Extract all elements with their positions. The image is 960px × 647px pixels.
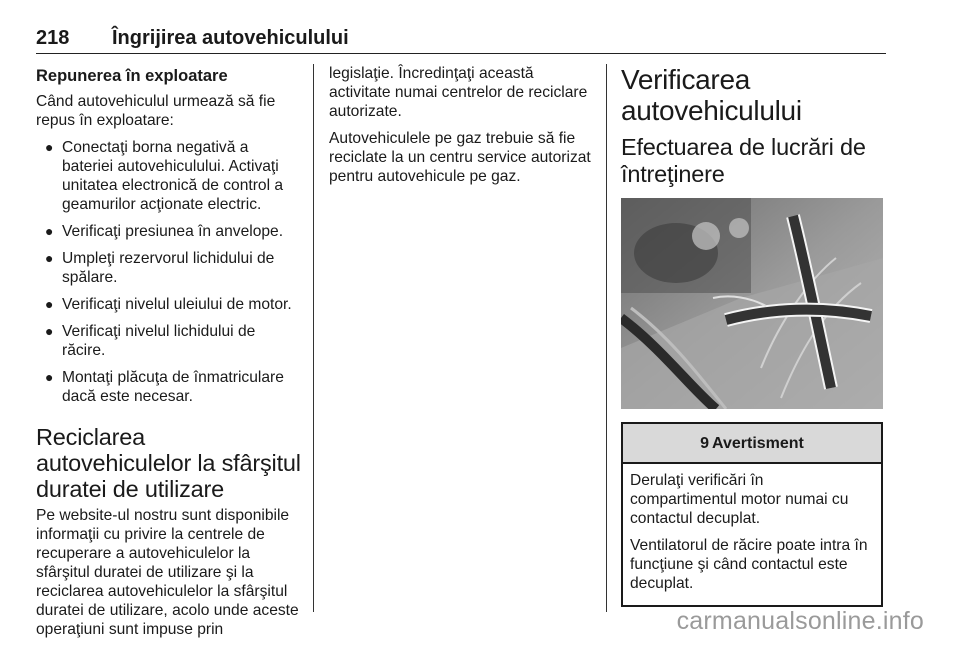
bullet-icon: ● — [45, 323, 54, 339]
list-item: ● Conectaţi borna negativă a bateriei autovehiculului. Activaţi unitatea electronică de control a geamurilor acţionate electric. — [45, 139, 284, 213]
section-title-reciclarea: Reciclarea autovehiculelor la sfârşitul duratei de utilizare — [36, 424, 301, 502]
list-item: ● Umpleţi rezervorul lichidului de spălare. — [45, 250, 275, 286]
bullet-list — [36, 138, 302, 406]
warning-paragraph-2: Ventilatorul de răcire poate intra în funcţiune şi când contactul este decuplat. — [630, 537, 868, 592]
section-title-repunerea: Repunerea în exploatare — [36, 67, 228, 85]
section-title-intretinere: Efectuarea de lucrări de întreţinere — [621, 134, 866, 187]
paragraph-gaz: Autovehiculele pe gaz trebuie să fie reciclate la un centru service autorizat pentru autovehicule pe gaz. — [329, 130, 591, 185]
warning-title: Avertisment — [712, 434, 804, 452]
column-divider — [313, 64, 314, 612]
column-divider — [606, 64, 607, 612]
warning-paragraph-1: Derulaţi verificări în compartimentul motor numai cu contactul decuplat. — [630, 472, 849, 527]
bullet-icon: ● — [45, 139, 54, 155]
list-item: ● Montaţi plăcuţa de înmatriculare dacă este necesar. — [45, 369, 284, 405]
bullet-icon: ● — [45, 296, 54, 312]
paragraph-legislatie: legislaţie. Încredinţaţi această activitate numai centrelor de reciclare autorizate. — [329, 65, 588, 120]
section-intro: Când autovehiculul urmează să fie repus în exploatare: — [36, 93, 276, 129]
warning-triangle-icon: 9 — [700, 434, 709, 452]
list-item: ● Verificaţi nivelul lichidului de răcire. — [45, 323, 256, 359]
list-item: ● Verificaţi presiunea în anvelope. — [45, 223, 284, 240]
section-body-reciclarea: Pe website-ul nostru sunt disponibile informaţii cu privire la centrele de recuperare a autovehiculelor la sfârşitul duratei de utilizare şi la reciclarea autovehiculelor la sfârşitul duratei de utilizare, acolo unde aceste operaţiuni sunt impuse prin — [36, 507, 299, 638]
chapter-title: Verificarea autovehiculului — [621, 64, 802, 126]
chapter-header-title: Îngrijirea autovehiculului — [112, 27, 349, 49]
bullet-icon: ● — [45, 250, 54, 266]
column-right — [621, 64, 885, 607]
engine-fan-crossed-image — [621, 198, 883, 409]
column-left — [36, 64, 302, 647]
column-middle — [329, 64, 597, 194]
warning-box — [621, 422, 883, 607]
watermark: carmanualsonline.info — [676, 607, 924, 635]
warning-body — [623, 464, 881, 605]
warning-header — [623, 424, 881, 464]
page-header — [36, 27, 886, 54]
page-number: 218 — [36, 27, 70, 49]
bullet-icon: ● — [45, 369, 54, 385]
bullet-icon: ● — [45, 223, 54, 239]
list-item: ● Verificaţi nivelul uleiului de motor. — [45, 296, 292, 313]
